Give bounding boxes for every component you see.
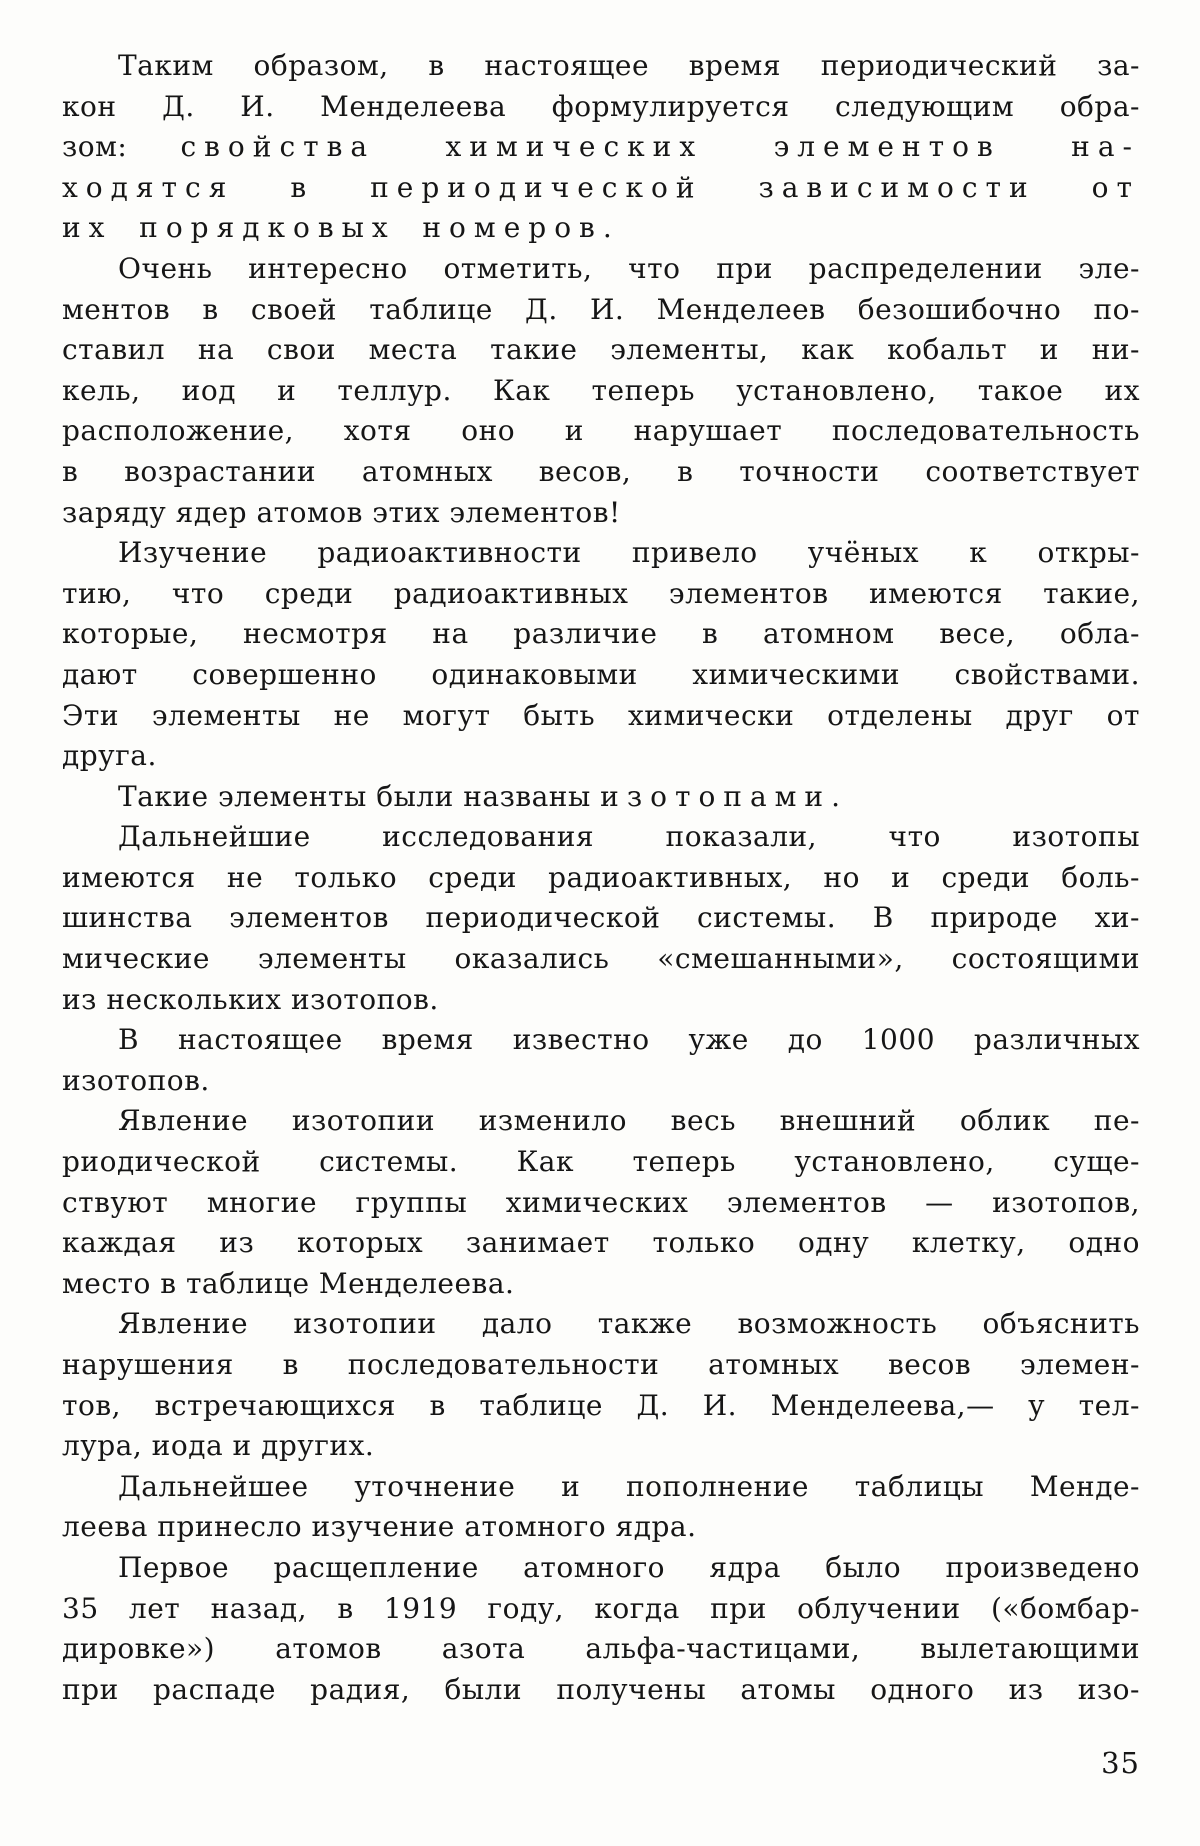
text-line [62,939,1140,980]
text-line [62,1061,1140,1102]
text-segment: Первое расщепление атомного ядра было произведено [118,1550,1140,1584]
text-line [62,249,1140,290]
paragraph [62,1548,1140,1710]
text-segment: В настоящее время известно уже до 1000 различных [118,1023,1140,1057]
text-segment: шинства элементов периодической системы. В природе хи- [62,901,1140,935]
text-line [62,1020,1140,1061]
text-segment: ставил на свои места такие элементы, как кобальт и ни- [62,333,1140,367]
emphasized-text-segment: свойства химических элементов на- [180,130,1140,164]
emphasized-text-segment: их порядковых номеров. [62,211,620,245]
text-segment: Очень интересно отметить, что при распределении эле- [118,251,1140,285]
text-segment: место в таблице Менделеева. [62,1266,515,1300]
text-line [62,493,1140,534]
text-segment: кон Д. И. Менделеева формулируется следующим обра- [62,89,1140,123]
text-segment: Такие элементы были названы [118,779,601,813]
text-line [62,411,1140,452]
text-segment: заряду ядер атомов этих элементов! [62,495,621,529]
text-segment: ментов в своей таблице Д. И. Менделеев безошибочно по- [62,292,1140,326]
paragraph [62,1467,1140,1548]
page-number: 35 [1101,1746,1140,1780]
text-line [62,1304,1140,1345]
text-line [62,533,1140,574]
text-segment: ствуют многие группы химических элементов — изотопов, [62,1185,1140,1219]
text-segment: Изучение радиоактивности привело учёных к откры- [118,536,1140,570]
text-line [62,371,1140,412]
text-segment: друга. [62,739,157,773]
paragraph [62,777,1140,818]
text-line [62,898,1140,939]
text-line [62,1629,1140,1670]
emphasized-text-segment: изотопами. [600,779,848,813]
text-line [62,777,1140,818]
text-line [62,1264,1140,1305]
text-segment: имеются не только среди радиоактивных, но и среди боль- [62,860,1140,894]
text-line [62,452,1140,493]
paragraph [62,1304,1140,1466]
text-line [62,1142,1140,1183]
text-line [62,1386,1140,1427]
text-line [62,1507,1140,1548]
text-segment: расположение, хотя оно и нарушает последовательность [62,414,1140,448]
text-line [62,208,1140,249]
text-line [62,290,1140,331]
text-line [62,614,1140,655]
text-line [62,736,1140,777]
paragraph [62,1020,1140,1101]
paragraph [62,46,1140,249]
text-segment: дировке») атомов азота альфа-частицами, вылетающими [62,1632,1140,1666]
page-text-block [62,46,1140,1710]
text-line [62,1670,1140,1711]
text-segment: мические элементы оказались «смешанными», состоящими [62,942,1140,976]
text-line [62,574,1140,615]
text-line [62,817,1140,858]
text-line [62,87,1140,128]
text-line [62,1467,1140,1508]
paragraph [62,1101,1140,1304]
text-line [62,1345,1140,1386]
text-line [62,696,1140,737]
text-segment: леева принесло изучение атомного ядра. [62,1510,697,1544]
text-segment: Явление изотопии изменило весь внешний облик пе- [118,1104,1140,1138]
text-segment: которые, несмотря на различие в атомном весе, обла- [62,617,1140,651]
emphasized-text-segment: ходятся в периодической зависимости от [62,170,1140,204]
text-segment: тию, что среди радиоактивных элементов имеются такие, [62,576,1140,610]
text-segment: Таким образом, в настоящее время периодический за- [118,49,1140,82]
text-segment: Явление изотопии дало также возможность объяснить [118,1307,1140,1341]
text-segment: риодической системы. Как теперь установлено, суще- [62,1145,1140,1179]
text-segment: каждая из которых занимает только одну клетку, одно [62,1226,1140,1260]
paragraph [62,533,1140,777]
text-segment: из нескольких изотопов. [62,982,439,1016]
text-segment: в возрастании атомных весов, в точности соответствует [62,454,1140,488]
text-line [62,46,1140,87]
text-line [62,330,1140,371]
text-line [62,1426,1140,1467]
text-line [62,168,1140,209]
text-segment: Эти элементы не могут быть химически отделены друг от [62,698,1140,732]
text-segment: кель, иод и теллур. Как теперь установлено, такое их [62,373,1140,407]
text-line [62,1548,1140,1589]
text-line [62,980,1140,1021]
text-line [62,1223,1140,1264]
text-segment: при распаде радия, были получены атомы одного из изо- [62,1672,1140,1706]
text-line [62,1589,1140,1630]
text-segment: Дальнейшие исследования показали, что изотопы [118,820,1140,854]
text-line [62,858,1140,899]
text-line [62,1183,1140,1224]
text-segment: изотопов. [62,1063,210,1097]
text-segment: Дальнейшее уточнение и пополнение таблицы Менде- [118,1469,1140,1503]
text-segment: дают совершенно одинаковыми химическими свойствами. [62,657,1140,691]
text-line [62,1101,1140,1142]
text-segment: тов, встречающихся в таблице Д. И. Менделеева,— у тел- [62,1388,1140,1422]
text-segment: нарушения в последовательности атомных весов элемен- [62,1348,1140,1381]
text-line [62,655,1140,696]
text-segment: зом: [62,130,181,164]
paragraph [62,817,1140,1020]
text-segment: 35 лет назад, в 1919 году, когда при облучении («бомбар- [62,1591,1140,1625]
text-segment: лура, иода и других. [62,1429,375,1463]
text-line [62,127,1140,168]
paragraph [62,249,1140,533]
